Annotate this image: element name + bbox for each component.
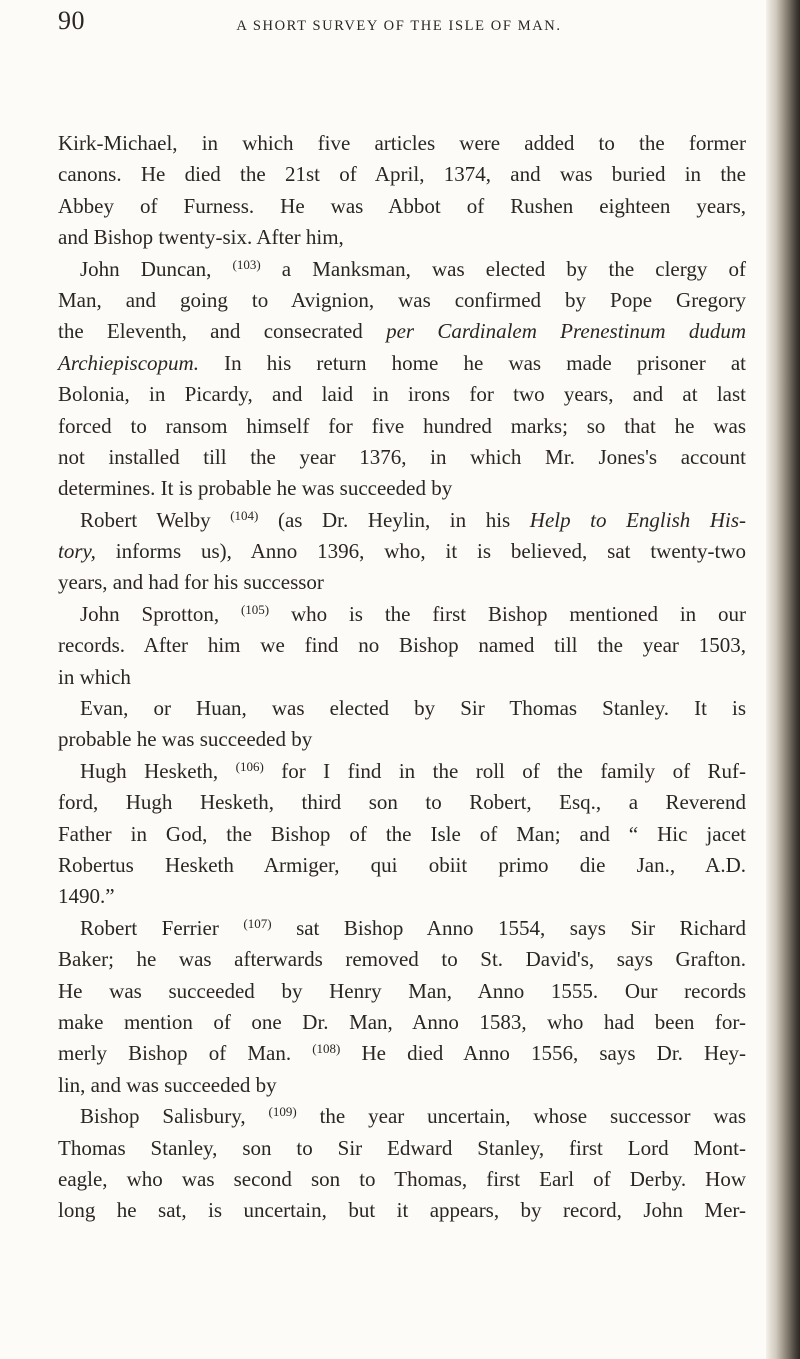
line-text: (as Dr. Heylin, in his [258,507,530,532]
line-text: He died Anno 1556, says Dr. Hey- [340,1041,747,1066]
footnote-reference: (109) [268,1104,297,1120]
running-head: A SHORT SURVEY OF THE ISLE OF MAN. [236,18,562,34]
text-line [58,159,746,190]
line-text: who is the first Bishop mentioned in our [269,601,746,626]
line-text: Baker; he was afterwards removed to St. David's, says Grafton. [58,947,746,972]
line-text: sat Bishop Anno 1554, says Sir Richard [271,915,746,940]
line-text: make mention of one Dr. Man, Anno 1583, who had been for- [58,1009,746,1034]
line-text: for I find in the roll of the family of Ruf- [263,758,746,783]
line-text: Robertus Hesketh Armiger, qui obiit primo die Jan., A.D. [58,852,746,877]
text-line [58,1101,746,1132]
text-line [58,348,746,379]
italic-text: Help to English His- [529,507,746,532]
text-line [58,944,746,975]
page-number: 90 [58,6,85,35]
line-text: determines. It is probable he was succeeded by [58,476,453,501]
line-text: Thomas Stanley, son to Sir Edward Stanley, first Lord Mont- [58,1135,746,1160]
text-line [58,191,746,222]
text-line [58,756,746,787]
line-text: Father in God, the Bishop of the Isle of Man; and “ Hic jacet [58,821,746,846]
line-text: Robert Welby [80,507,231,532]
text-line [58,1038,746,1069]
line-text: years, and had for his successor [58,570,324,595]
page-header [58,6,740,50]
text-line [58,222,746,253]
line-text: Hugh Hesketh, [80,758,236,783]
text-line [58,505,746,536]
body-text [58,128,746,1227]
footnote-reference: (105) [240,601,270,617]
line-text: the Eleventh, and consecrated [58,319,387,344]
footnote-reference: (107) [243,915,272,931]
text-line [58,787,746,818]
text-line [58,630,746,661]
text-line [58,1070,746,1101]
text-line [58,316,746,347]
line-text: In his return home he was made prisoner at [198,350,746,375]
line-text: lin, and was succeeded by [58,1072,277,1097]
line-text: a Manksman, was elected by the clergy of [260,256,746,281]
line-text: and Bishop twenty-six. After him, [58,225,344,250]
text-line [58,1007,746,1038]
text-line [58,599,746,630]
text-line [58,1133,746,1164]
text-line [58,411,746,442]
line-text: He was succeeded by Henry Man, Anno 1555. Our records [58,978,746,1003]
italic-text: per Cardinalem Prenestinum dudum [386,319,746,344]
text-line [58,254,746,285]
line-text: Kirk-Michael, in which five articles were added to the former [58,131,746,155]
text-line [58,913,746,944]
line-text: John Duncan, [80,256,233,281]
italic-text: tory, [58,539,96,564]
text-line [58,536,746,567]
footnote-reference: (108) [312,1041,341,1057]
book-spine-shadow [766,0,800,1359]
line-text: long he sat, is uncertain, but it appears, by record, John Mer- [58,1198,746,1223]
line-text: ford, Hugh Hesketh, third son to Robert, Esq., a Reverend [58,790,746,815]
line-text: Evan, or Huan, was elected by Sir Thomas Stanley. It is [80,696,746,721]
line-text: eagle, who was second son to Thomas, first Earl of Derby. How [58,1166,746,1191]
text-line [58,693,746,724]
line-text: Robert Ferrier [80,915,244,940]
line-text: John Sprotton, [80,601,241,626]
text-line [58,819,746,850]
text-line [58,881,746,912]
line-text: the year uncertain, whose successor was [296,1104,746,1129]
text-line [58,128,746,159]
text-line [58,442,746,473]
text-line [58,850,746,881]
text-line [58,1195,746,1226]
line-text: Bolonia, in Picardy, and laid in irons for two years, and at last [58,382,746,407]
footnote-reference: (106) [235,758,264,774]
footnote-reference: (104) [230,507,259,523]
line-text: in which [58,664,131,689]
text-line [58,285,746,316]
text-line [58,379,746,410]
line-text: forced to ransom himself for five hundred marks; so that he was [58,413,746,438]
line-text: merly Bishop of Man. [58,1041,313,1066]
line-text: Man, and going to Avignion, was confirmed by Pope Gregory [58,287,746,312]
line-text: canons. He died the 21st of April, 1374, and was buried in the [58,162,746,187]
text-line [58,662,746,693]
text-line [58,976,746,1007]
line-text: not installed till the year 1376, in which Mr. Jones's account [58,444,746,469]
line-text: informs us), Anno 1396, who, it is believed, sat twenty-two [95,539,746,564]
line-text: 1490.” [58,884,115,909]
text-line [58,567,746,598]
line-text: probable he was succeeded by [58,727,313,752]
line-text: Bishop Salisbury, [80,1104,269,1129]
footnote-reference: (103) [232,256,261,272]
text-line [58,724,746,755]
italic-text: Archiepiscopum. [58,350,199,375]
text-line [58,473,746,504]
line-text: Abbey of Furness. He was Abbot of Rushen eighteen years, [58,193,746,218]
line-text: records. After him we find no Bishop named till the year 1503, [58,633,746,658]
text-line [58,1164,746,1195]
